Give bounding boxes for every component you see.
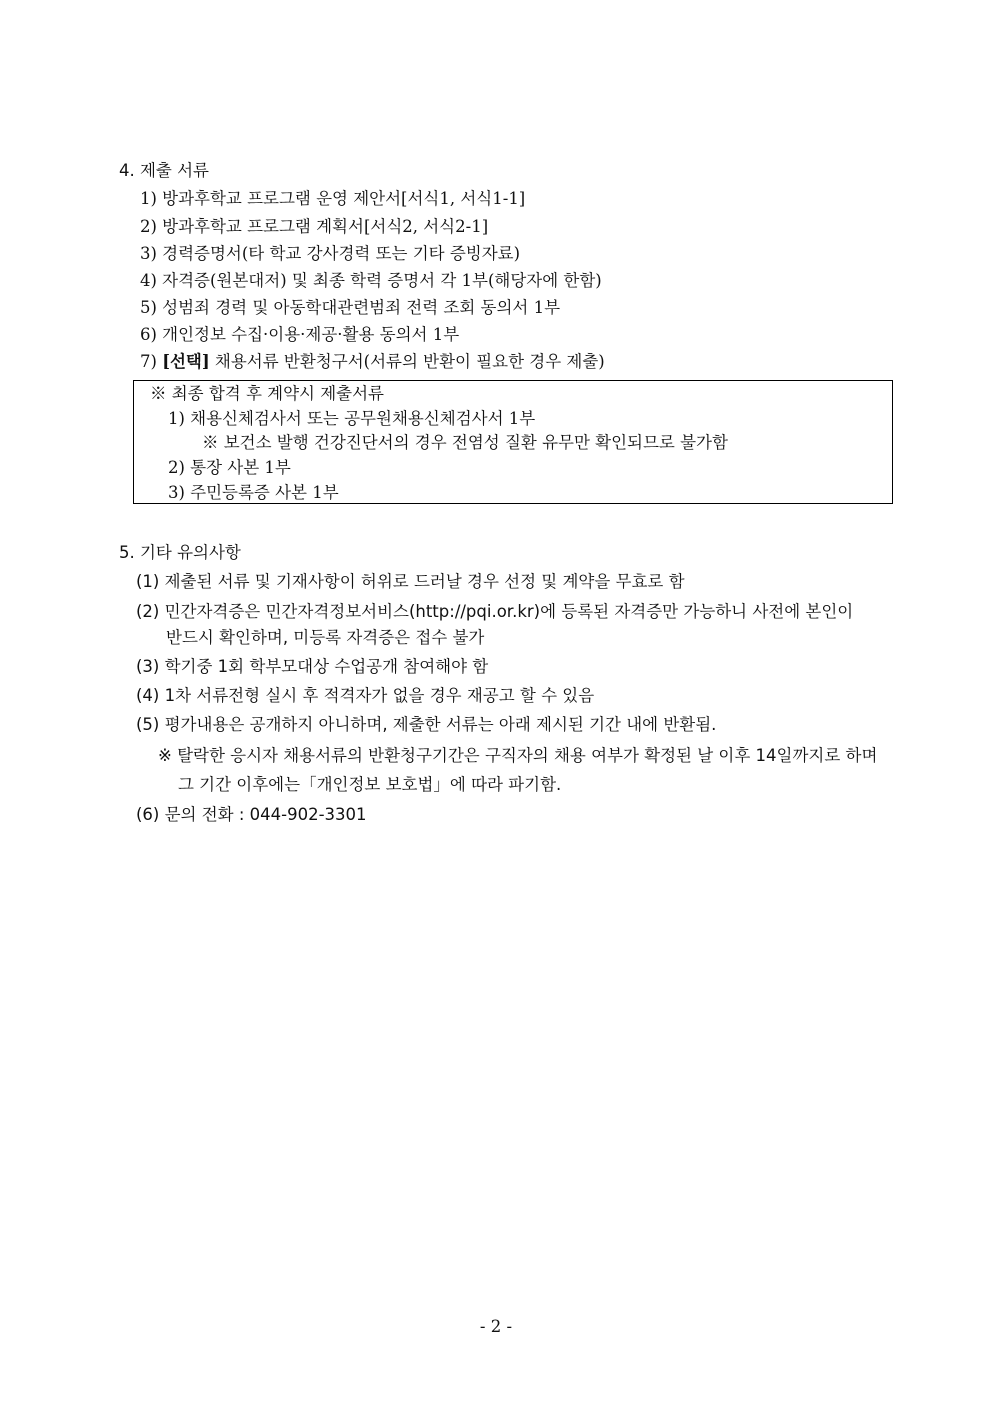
note-continuation: 그 기간 이후에는「개인정보 보호법」에 따라 파기함.: [178, 775, 562, 794]
section-4-heading: 4. 제출 서류: [119, 161, 209, 180]
list-item: (3) 학기중 1회 학부모대상 수업공개 참여해야 함: [136, 657, 489, 676]
box-title: ※ 최종 합격 후 계약시 제출서류: [150, 384, 384, 403]
list-item: 2) 방과후학교 프로그램 계획서[서식2, 서식2-1]: [140, 217, 489, 236]
list-item-continuation: 반드시 확인하며, 미등록 자격증은 접수 불가: [166, 628, 485, 647]
list-item: (5) 평가내용은 공개하지 아니하며, 제출한 서류는 아래 제시된 기간 내에 반환됨.: [136, 715, 717, 734]
note: ※ 탈락한 응시자 채용서류의 반환청구기간은 구직자의 채용 여부가 확정된 날 이후 14일까지로 하며: [158, 746, 878, 765]
list-item: 4) 자격증(원본대저) 및 최종 학력 증명서 각 1부(해당자에 한함): [140, 271, 602, 290]
section-5-heading: 5. 기타 유의사항: [119, 543, 241, 562]
list-item: (6) 문의 전화 : 044-902-3301: [136, 805, 367, 824]
box-note: ※ 보건소 발행 건강진단서의 경우 전염성 질환 유무만 확인되므로 불가함: [202, 433, 728, 452]
list-item: 5) 성범죄 경력 및 아동학대관련범죄 전력 조회 동의서 1부: [140, 298, 561, 317]
item7-text: 채용서류 반환청구서(서류의 반환이 필요한 경우 제출): [209, 352, 605, 371]
box-item: 2) 통장 사본 1부: [168, 458, 291, 477]
list-item: 6) 개인정보 수집·이용·제공·활용 동의서 1부: [140, 325, 460, 344]
list-item: [140, 351, 605, 373]
list-item: (1) 제출된 서류 및 기재사항이 허위로 드러날 경우 선정 및 계약을 무효로 함: [136, 572, 685, 591]
box-item: 3) 주민등록증 사본 1부: [168, 483, 339, 502]
item7-optional-tag: [선택]: [162, 352, 210, 371]
list-item: (4) 1차 서류전형 실시 후 적격자가 없을 경우 재공고 할 수 있음: [136, 686, 595, 705]
list-item: (2) 민간자격증은 민간자격정보서비스(http://pqi.or.kr)에 등록된 자격증만 가능하니 사전에 본인이: [136, 602, 854, 621]
list-item: 3) 경력증명서(타 학교 강사경력 또는 기타 증빙자료): [140, 244, 521, 263]
list-item: 1) 방과후학교 프로그램 운영 제안서[서식1, 서식1-1]: [140, 189, 526, 208]
box-item: 1) 채용신체검사서 또는 공무원채용신체검사서 1부: [168, 409, 536, 428]
item7-prefix: 7): [140, 352, 163, 371]
page-number: - 2 -: [479, 1317, 513, 1336]
